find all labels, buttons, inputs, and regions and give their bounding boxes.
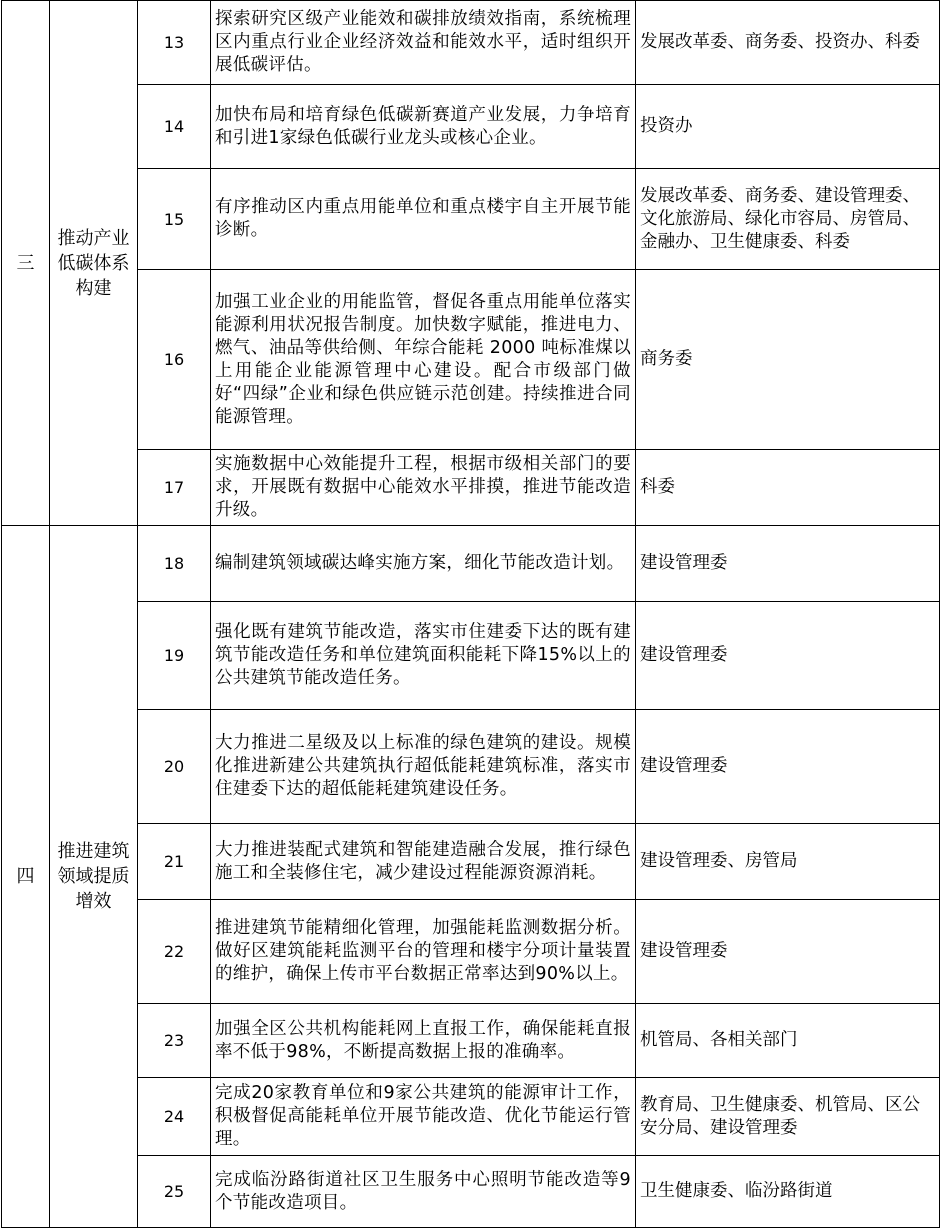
responsible-department: 卫生健康委、临汾路街道 — [636, 1156, 940, 1228]
responsible-department: 机管局、各相关部门 — [636, 1004, 940, 1078]
task-number: 17 — [138, 450, 211, 526]
responsible-department: 发展改革委、商务委、建设管理委、文化旅游局、绿化市容局、房管局、金融办、卫生健康委、科委 — [636, 169, 940, 270]
category-number: 四 — [2, 526, 50, 1228]
category-name: 推动产业低碳体系构建 — [50, 1, 138, 526]
task-description: 探索研究区级产业能效和碳排放绩效指南，系统梳理区内重点行业企业经济效益和能效水平，适时组织开展低碳评估。 — [211, 1, 636, 85]
category-number: 三 — [2, 1, 50, 526]
table-row — [2, 1004, 940, 1078]
task-description: 大力推进二星级及以上标准的绿色建筑的建设。规模化推进新建公共建筑执行超低能耗建筑标准，落实市住建委下达的超低能耗建筑建设任务。 — [211, 710, 636, 824]
table-row — [2, 450, 940, 526]
table-row — [2, 1078, 940, 1156]
table-row — [2, 824, 940, 900]
task-description: 加强全区公共机构能耗网上直报工作，确保能耗直报率不低于98%，不断提高数据上报的准确率。 — [211, 1004, 636, 1078]
task-number: 20 — [138, 710, 211, 824]
task-table — [1, 0, 940, 1228]
task-number: 13 — [138, 1, 211, 85]
task-number: 23 — [138, 1004, 211, 1078]
task-description: 强化既有建筑节能改造，落实市住建委下达的既有建筑节能改造任务和单位建筑面积能耗下降15%以上的公共建筑节能改造任务。 — [211, 602, 636, 710]
category-name: 推进建筑领域提质增效 — [50, 526, 138, 1228]
table-row — [2, 85, 940, 169]
responsible-department: 发展改革委、商务委、投资办、科委 — [636, 1, 940, 85]
task-number: 21 — [138, 824, 211, 900]
responsible-department: 建设管理委 — [636, 602, 940, 710]
table-row — [2, 1156, 940, 1228]
task-description: 编制建筑领域碳达峰实施方案，细化节能改造计划。 — [211, 526, 636, 602]
responsible-department: 科委 — [636, 450, 940, 526]
responsible-department: 教育局、卫生健康委、机管局、区公安分局、建设管理委 — [636, 1078, 940, 1156]
task-description: 大力推进装配式建筑和智能建造融合发展，推行绿色施工和全装修住宅，减少建设过程能源资源消耗。 — [211, 824, 636, 900]
responsible-department: 建设管理委 — [636, 710, 940, 824]
task-number: 19 — [138, 602, 211, 710]
task-description: 推进建筑节能精细化管理，加强能耗监测数据分析。做好区建筑能耗监测平台的管理和楼宇分项计量装置的维护，确保上传市平台数据正常率达到90%以上。 — [211, 900, 636, 1004]
task-description: 加强工业企业的用能监管，督促各重点用能单位落实能源利用状况报告制度。加快数字赋能，推进电力、燃气、油品等供给侧、年综合能耗 2000 吨标准煤以上用能企业能源管理中心建设。配合市级部门做好“四绿”企业和绿色供应链示范创建。持续推进合同能源管理。 — [211, 270, 636, 450]
responsible-department: 建设管理委 — [636, 900, 940, 1004]
task-number: 16 — [138, 270, 211, 450]
table-row — [2, 526, 940, 602]
task-number: 15 — [138, 169, 211, 270]
task-description: 加快布局和培育绿色低碳新赛道产业发展，力争培育和引进1家绿色低碳行业龙头或核心企业。 — [211, 85, 636, 169]
task-description: 完成临汾路街道社区卫生服务中心照明节能改造等9个节能改造项目。 — [211, 1156, 636, 1228]
table-row — [2, 270, 940, 450]
task-number: 22 — [138, 900, 211, 1004]
task-number: 18 — [138, 526, 211, 602]
table-row — [2, 169, 940, 270]
task-description: 实施数据中心效能提升工程，根据市级相关部门的要求，开展既有数据中心能效水平排摸，推进节能改造升级。 — [211, 450, 636, 526]
table-row — [2, 1, 940, 85]
task-number: 14 — [138, 85, 211, 169]
responsible-department: 建设管理委 — [636, 526, 940, 602]
table-row — [2, 602, 940, 710]
responsible-department: 商务委 — [636, 270, 940, 450]
responsible-department: 建设管理委、房管局 — [636, 824, 940, 900]
task-description: 有序推动区内重点用能单位和重点楼宇自主开展节能诊断。 — [211, 169, 636, 270]
task-description: 完成20家教育单位和9家公共建筑的能源审计工作，积极督促高能耗单位开展节能改造、优化节能运行管理。 — [211, 1078, 636, 1156]
responsible-department: 投资办 — [636, 85, 940, 169]
task-number: 25 — [138, 1156, 211, 1228]
table-row — [2, 900, 940, 1004]
task-number: 24 — [138, 1078, 211, 1156]
table-row — [2, 710, 940, 824]
